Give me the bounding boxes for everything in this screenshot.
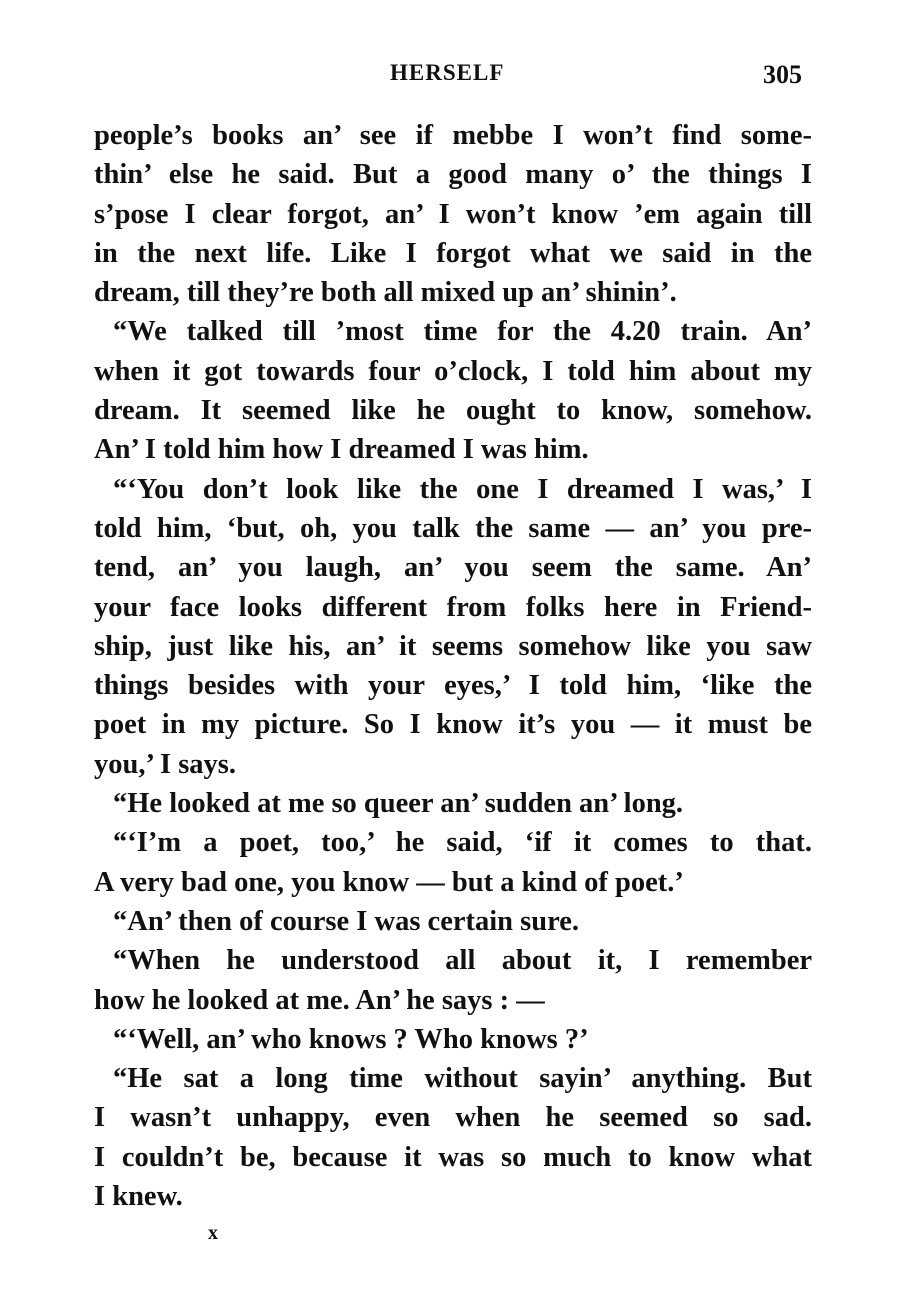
body-text bbox=[94, 116, 812, 1216]
text-line: things besides with your eyes,’ I told him, ‘like the bbox=[94, 670, 812, 702]
text-line: dream. It seemed like he ought to know, somehow. bbox=[94, 395, 812, 427]
text-line: dream, till they’re both all mixed up an’ shinin’. bbox=[94, 277, 677, 309]
text-line: “An’ then of course I was certain sure. bbox=[113, 905, 579, 937]
text-line: “‘I’m a poet, too,’ he said, ‘if it comes to that. bbox=[113, 827, 812, 859]
running-head: HERSELF bbox=[390, 60, 505, 85]
text-line: “He sat a long time without sayin’ anything. But bbox=[113, 1063, 812, 1095]
text-line: people’s books an’ see if mebbe I won’t find some- bbox=[94, 120, 812, 151]
text-line: I knew. bbox=[94, 1181, 183, 1213]
text-line: “When he understood all about it, I remember bbox=[113, 945, 812, 977]
text-line: when it got towards four o’clock, I told him about my bbox=[94, 355, 812, 387]
text-line: “‘Well, an’ who knows ? Who knows ?’ bbox=[113, 1023, 589, 1055]
text-line: “‘You don’t look like the one I dreamed I was,’ I bbox=[113, 473, 812, 505]
text-line: I wasn’t unhappy, even when he seemed so sad. bbox=[94, 1102, 812, 1134]
text-line: your face looks different from folks here in Friend- bbox=[94, 591, 812, 623]
text-line: how he looked at me. An’ he says : — bbox=[94, 984, 545, 1016]
text-line: in the next life. Like I forgot what we said in the bbox=[94, 237, 812, 269]
text-line: ship, just like his, an’ it seems somehow like you saw bbox=[94, 630, 812, 662]
text-line: “We talked till ’most time for the 4.20 train. An’ bbox=[113, 316, 812, 348]
text-line: “He looked at me so queer an’ sudden an’ long. bbox=[113, 788, 684, 820]
text-line: poet in my picture. So I know it’s you — it must be bbox=[94, 709, 812, 741]
text-line: tend, an’ you laugh, an’ you seem the same. An’ bbox=[94, 552, 812, 584]
text-line: I couldn’t be, because it was so much to know what bbox=[94, 1141, 812, 1173]
text-line: A very bad one, you know — but a kind of poet.’ bbox=[94, 866, 684, 898]
signature-mark: x bbox=[208, 1222, 218, 1244]
text-line: An’ I told him how I dreamed I was him. bbox=[94, 434, 589, 466]
text-line: you,’ I says. bbox=[94, 748, 236, 780]
page-number: 305 bbox=[763, 60, 802, 89]
text-line: s’pose I clear forgot, an’ I won’t know ’em again till bbox=[94, 198, 812, 230]
text-line: thin’ else he said. But a good many o’ the things I bbox=[94, 159, 812, 191]
text-line: told him, ‘but, oh, you talk the same — an’ you pre- bbox=[94, 512, 812, 544]
